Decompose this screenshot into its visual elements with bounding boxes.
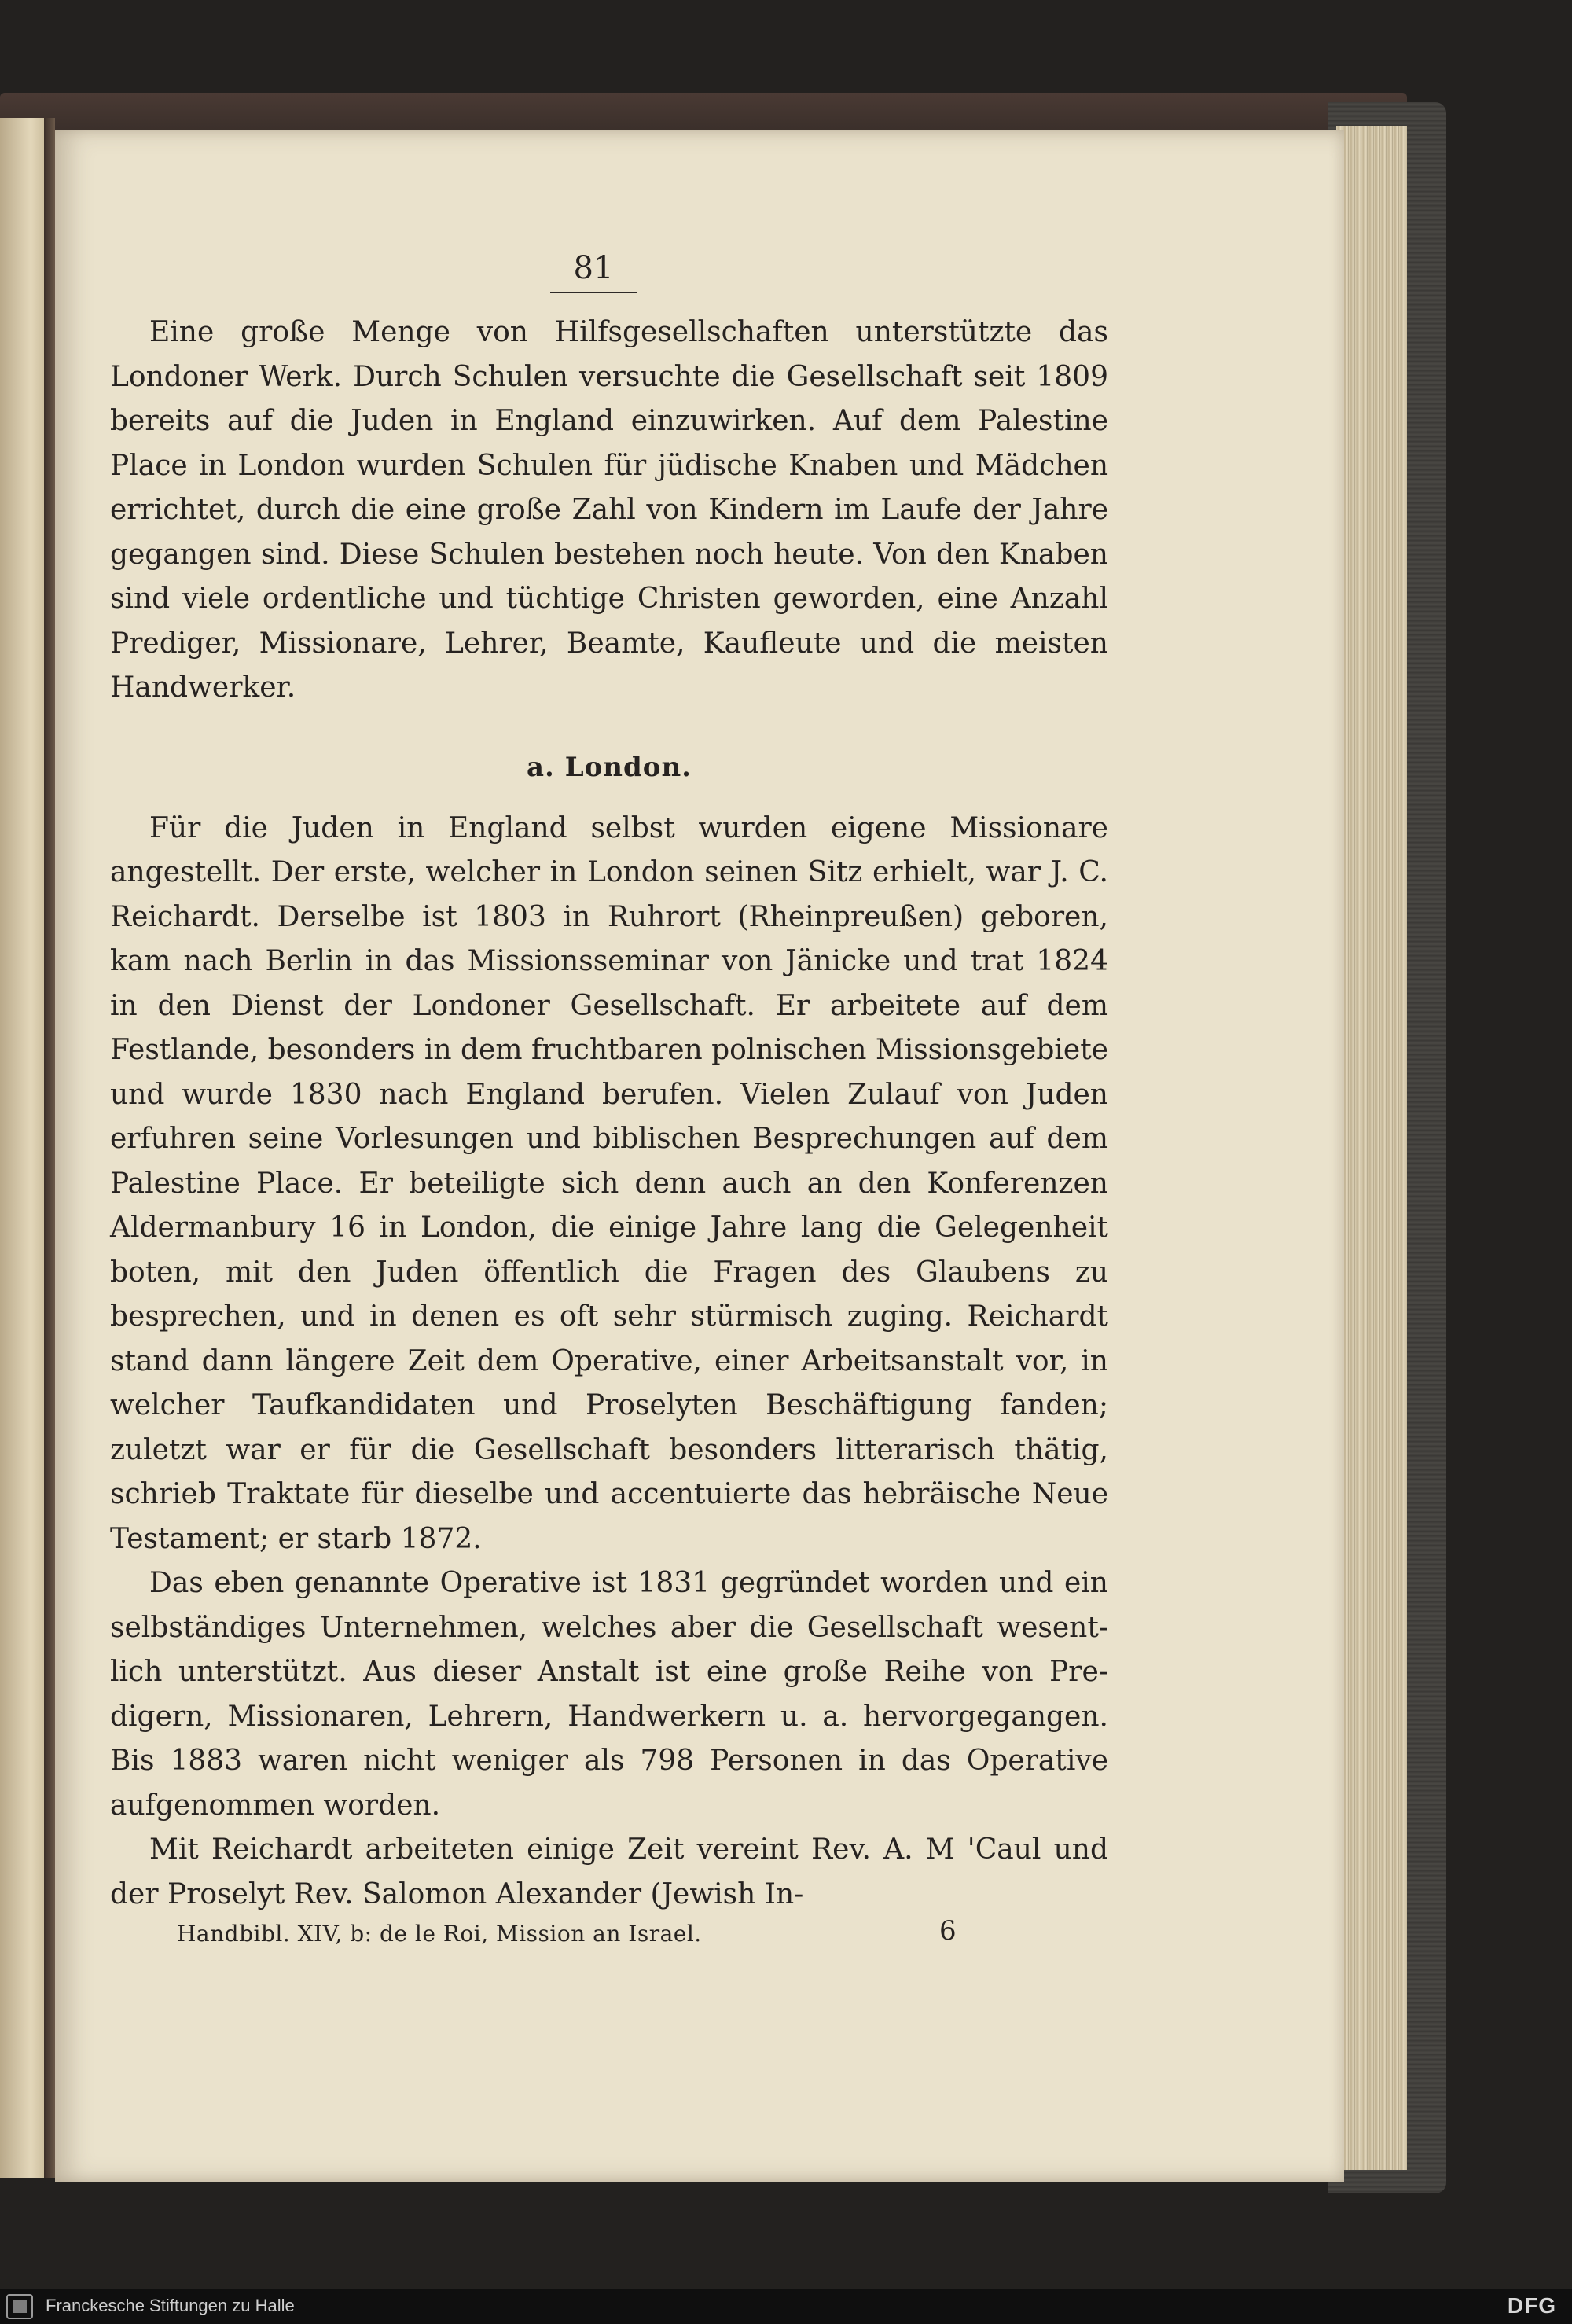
page-number: 81 xyxy=(573,250,614,286)
paragraph-2: Für die Juden in England selbst wurden eigene Missionare angestellt. Der erste, welcher in London seinen Sitz erhielt, war J. C. Reichardt. Derselbe ist 1803 in Ruhrort (Rheinpreußen) geboren, kam nach Berlin in das Missionsseminar von Jänicke und trat 1824 in den Dienst der Londoner Gesellschaft. Er arbeitete auf dem Festlande, besonders in dem fruchtbaren polnischen Missionsgebiete und wurde 1830 nach England berufen. Vielen Zulauf von Juden erfuhren seine Vorlesungen und biblischen Besprechungen auf dem Palestine Place. Er beteiligte sich denn auch an den Konferenzen Aldermanbury 16 in London, die einige Jahre lang die Gelegenheit boten, mit den Juden öffentlich die Fragen des Glaubens zu besprechen, und in denen es oft sehr stürmisch zuging. Reichardt stand dann längere Zeit dem Operative, einer Arbeitsanstalt vor, in welcher Taufkandidaten und Proselyten Beschäftigung fanden; zuletzt war er für die Gesellschaft besonders litterarisch thätig, schrieb Traktate für dieselbe und accentuierte das hebräische Neue Testament; er starb 1872. xyxy=(110,811,1108,1555)
paragraph-3: Das eben genannte Operative ist 1831 gegründet worden und ein selbständiges Unternehmen, welches aber die Gesellschaft wesentlich unterstützt. Aus dieser Anstalt ist eine große Reihe von Predigern, Missionaren, Lehrern, Handwerkern u. a. hervorgegangen. Bis 1883 waren nicht weniger als 798 Personen in das Operative aufgenommen worden. xyxy=(110,1567,1108,1822)
archive-bar xyxy=(0,2289,1572,2324)
paragraph-4: Mit Reichardt arbeiteten einige Zeit vereint Rev. A. M 'Caul und der Proselyt Rev. Salomon Alexander (Jewish In- xyxy=(110,1833,1108,1910)
text-block xyxy=(110,248,1108,1917)
institution-logo-icon xyxy=(6,2294,33,2319)
section-heading: a. London. xyxy=(526,751,692,783)
footer-signature-number: 6 xyxy=(939,1915,957,1947)
institution-name: Franckesche Stiftungen zu Halle xyxy=(46,2296,295,2315)
book-cover-top xyxy=(0,93,1407,132)
page-edges xyxy=(1336,126,1407,2170)
left-page-edge xyxy=(0,118,44,2178)
page-number-rule xyxy=(550,292,637,293)
dfg-logo: DFG xyxy=(1507,2293,1556,2318)
book-gutter xyxy=(44,118,55,2178)
paragraph-1: Eine große Menge von Hilfsgesellschaften unterstützte das Londoner Werk. Durch Schulen versuchte die Gesellschaft seit 1809 bereits auf die Juden in England einzuwirken. Auf dem Palestine Place in London wurden Schulen für jüdische Knaben und Mädchen errichtet, durch die eine große Zahl von Kindern im Laufe der Jahre gegangen sind. Diese Schulen bestehen noch heute. Von den Knaben sind viele ordentliche und tüchtige Christen geworden, eine Anzahl Prediger, Missionare, Lehrer, Beamte, Kaufleute und die meisten Handwerker. xyxy=(110,316,1108,704)
footer-signature: Handbibl. XIV, b: de le Roi, Mission an Israel. xyxy=(177,1921,702,1947)
